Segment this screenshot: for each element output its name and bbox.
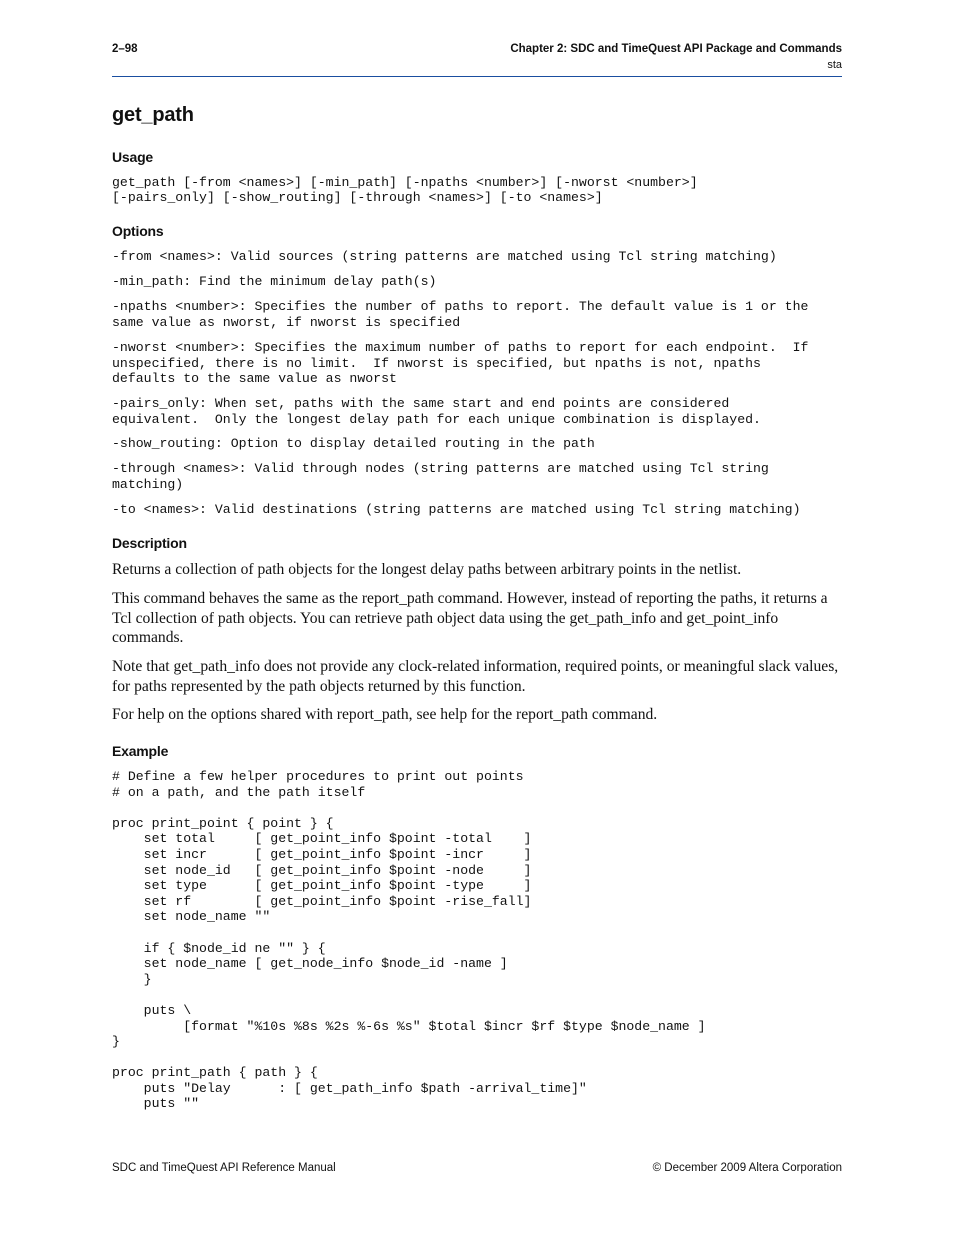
usage-heading: Usage <box>112 149 154 165</box>
example-heading: Example <box>112 743 169 759</box>
option-nworst: -nworst <number>: Specifies the maximum number of paths to report for each endpoint. If unspecified, there is no limit. If nworst is specified, but npaths is not, npaths defaults to the same value as nworst <box>112 340 809 387</box>
section-name: sta <box>827 59 842 71</box>
chapter-title: Chapter 2: SDC and TimeQuest API Package and Commands <box>510 43 842 55</box>
option-npaths: -npaths <number>: Specifies the number of paths to report. The default value is 1 or the same value as nworst, if nworst is specified <box>112 299 809 330</box>
usage-line-1: get_path [-from <names>] [-min_path] [-npaths <number>] [-nworst <number>] <box>112 175 698 190</box>
option-through: -through <names>: Valid through nodes (string patterns are matched using Tcl string matching) <box>112 461 769 492</box>
header-rule <box>112 76 842 77</box>
description-paragraph-3: Note that get_path_info does not provide any clock-related information, required points, or meaningful slack values, for paths represented by the path objects returned by this function. <box>112 658 839 695</box>
option-from: -from <names>: Valid sources (string patterns are matched using Tcl string matching) <box>112 249 777 264</box>
footer-copyright: © December 2009 Altera Corporation <box>652 1162 842 1174</box>
description-paragraph-2: This command behaves the same as the report_path command. However, instead of reporting the paths, it returns a Tcl collection of path objects. You can retrieve path object data using the get_path_info and get_point_info commands. <box>112 590 828 647</box>
description-heading: Description <box>112 535 187 551</box>
example-code: # Define a few helper procedures to print out points # on a path, and the path itself proc print_point { point } { set total [ get_point_info $point -total ] set incr [ get_point_info $point -incr ] set node_id [ get_point_info $point -node ] set type [ get_point_info $point -type ] set rf [ get_point_info $point -rise_fall] set node_name "" if { $node_id ne "" } { set node_name [ get_node_info $node_id -name ] } puts \ [format "%10s %8s %2s %-6s %s" $total $incr $rf $type $node_name ] } proc print_path { path } { puts "Delay : [ get_path_info $path -arrival_time]" puts "" <box>112 769 706 1112</box>
usage-line-2: [-pairs_only] [-show_routing] [-through <names>] [-to <names>] <box>112 190 603 205</box>
page-title: get_path <box>112 104 194 126</box>
option-show-routing: -show_routing: Option to display detailed routing in the path <box>112 436 595 451</box>
description-paragraph-4: For help on the options shared with report_path, see help for the report_path command. <box>112 706 658 723</box>
page-number: 2–98 <box>112 43 138 55</box>
option-pairs-only: -pairs_only: When set, paths with the same start and end points are considered equivalent. Only the longest delay path for each unique combination is displayed. <box>112 396 761 427</box>
option-min-path: -min_path: Find the minimum delay path(s) <box>112 274 437 289</box>
description-paragraph-1: Returns a collection of path objects for the longest delay paths between arbitrary points in the netlist. <box>112 561 742 578</box>
option-to: -to <names>: Valid destinations (string patterns are matched using Tcl string matching) <box>112 502 801 517</box>
footer-manual-title: SDC and TimeQuest API Reference Manual <box>112 1162 336 1174</box>
options-heading: Options <box>112 223 164 239</box>
